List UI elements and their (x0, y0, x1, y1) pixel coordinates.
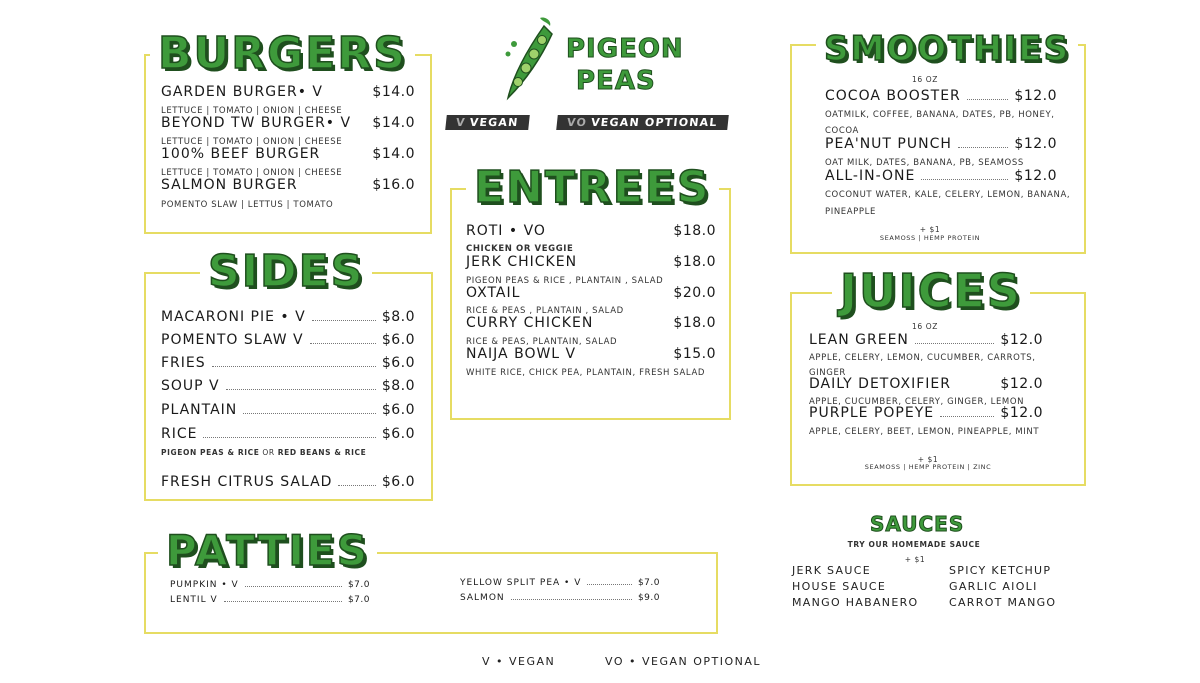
legend-vegan: V • VEGAN (482, 655, 556, 668)
vegan-optional-badge (556, 115, 728, 130)
patties-title: PATTIES (158, 530, 377, 572)
side-name: FRIES (161, 355, 206, 371)
burger-name: GARDEN BURGER• V (161, 84, 323, 100)
burger-desc: LETTUCE | TOMATO | ONION | CHEESE (161, 106, 343, 116)
entree-name: CURRY CHICKEN (466, 315, 594, 331)
smoothie-desc: COCOA (825, 126, 859, 136)
sauce-item: CARROT MANGO (949, 596, 1057, 609)
side-name: POMENTO SLAW V (161, 332, 304, 348)
smoothie-name: COCOA BOOSTER (825, 88, 961, 104)
burger-item (161, 146, 415, 162)
smoothies-title: SMOOTHIES (816, 32, 1078, 66)
entree-item (466, 254, 716, 270)
patty-price: $7.0 (637, 578, 660, 588)
burger-name: BEYOND TW BURGER• V (161, 115, 352, 131)
entrees-title: ENTREES (466, 166, 719, 210)
vegan-badge-label: VEGAN (469, 116, 520, 129)
patty-item (460, 578, 660, 588)
side-item (161, 355, 415, 371)
juice-price: $12.0 (1000, 332, 1043, 348)
smoothie-desc: OATMILK, COFFEE, BANANA, DATES, PB, HONEY, (825, 110, 1055, 120)
patty-name: SALMON (460, 593, 505, 603)
patty-item (170, 595, 370, 605)
patty-price: $9.0 (637, 593, 660, 603)
vegan-optional-badge-label: VEGAN OPTIONAL (590, 116, 719, 129)
rice-note-or: OR (262, 448, 275, 457)
side-name: RICE (161, 426, 198, 442)
burger-price: $14.0 (372, 84, 415, 100)
juice-desc: APPLE, CELERY, LEMON, CUCUMBER, CARROTS, (809, 353, 1036, 363)
smoothie-price: $12.0 (1014, 136, 1057, 152)
burger-name: SALMON BURGER (161, 177, 298, 193)
sauce-item: MANGO HABANERO (792, 596, 919, 609)
rice-note-a: PIGEON PEAS & RICE (161, 448, 260, 457)
sauces-title: SAUCES (870, 512, 965, 536)
entree-desc: CHICKEN OR VEGGIE (466, 244, 574, 254)
entree-name: NAIJA BOWL V (466, 346, 577, 362)
logo-line-2: PEAS (576, 66, 656, 96)
entree-item (466, 223, 716, 239)
juices-title: JUICES (832, 268, 1030, 314)
patty-price: $7.0 (347, 595, 370, 605)
side-name: PLANTAIN (161, 402, 238, 418)
juices-size: 16 OZ (912, 322, 938, 331)
rice-note-b: RED BEANS & RICE (277, 448, 367, 457)
juice-price: $12.0 (1000, 405, 1043, 421)
juice-desc: GINGER (809, 368, 846, 378)
juice-name: DAILY DETOXIFIER (809, 376, 951, 392)
burger-price: $16.0 (372, 177, 415, 193)
juice-item (809, 376, 1043, 392)
entree-desc: RICE & PEAS, PLANTAIN, SALAD (466, 337, 618, 347)
patty-name: PUMPKIN • V (170, 580, 239, 590)
smoothie-desc: COCONUT WATER, KALE, CELERY, LEMON, BANANA, (825, 190, 1071, 200)
sauce-item: HOUSE SAUCE (792, 580, 887, 593)
smoothies-size: 16 OZ (912, 75, 938, 84)
entree-item (466, 285, 716, 301)
sauce-item: SPICY KETCHUP (949, 564, 1052, 577)
smoothie-price: $12.0 (1014, 168, 1057, 184)
logo (500, 16, 690, 104)
entree-price: $18.0 (673, 315, 716, 331)
sauces-subtitle: TRY OUR HOMEMADE SAUCE (847, 540, 981, 549)
side-price: $8.0 (381, 309, 415, 325)
smoothie-item (825, 168, 1057, 184)
side-price: $6.0 (381, 402, 415, 418)
entree-price: $18.0 (673, 223, 716, 239)
entree-name: OXTAIL (466, 285, 521, 301)
vegan-badge (445, 115, 529, 130)
smoothie-name: PEA'NUT PUNCH (825, 136, 952, 152)
burger-desc: LETTUCE | TOMATO | ONION | CHEESE (161, 168, 343, 178)
burger-item (161, 115, 415, 131)
side-price: $8.0 (381, 378, 415, 394)
side-item (161, 474, 415, 490)
rice-note (161, 448, 366, 457)
smoothie-price: $12.0 (1014, 88, 1057, 104)
side-price: $6.0 (381, 332, 415, 348)
sauces-price: + $1 (904, 555, 926, 564)
juice-name: PURPLE POPEYE (809, 405, 935, 421)
entree-price: $20.0 (673, 285, 716, 301)
side-price: $6.0 (381, 355, 415, 371)
logo-line-1: PIGEON (566, 34, 684, 64)
smoothies-addon-price: + $1 (919, 225, 941, 234)
side-item (161, 378, 415, 394)
smoothies-addon-items: SEAMOSS | HEMP PROTEIN (879, 234, 981, 242)
side-name: FRESH CITRUS SALAD (161, 474, 333, 490)
sides-title: SIDES (200, 250, 372, 294)
entree-desc: WHITE RICE, CHICK PEA, PLANTAIN, FRESH SALAD (466, 368, 706, 378)
entree-desc: PIGEON PEAS & RICE , PLANTAIN , SALAD (466, 276, 664, 286)
smoothie-name: ALL-IN-ONE (825, 168, 916, 184)
smoothie-item (825, 88, 1057, 104)
side-item (161, 309, 415, 325)
patty-name: YELLOW SPLIT PEA • V (460, 578, 582, 588)
patty-name: LENTIL V (170, 595, 218, 605)
side-item (161, 402, 415, 418)
smoothie-item (825, 136, 1057, 152)
burger-item (161, 177, 415, 193)
patty-price: $7.0 (347, 580, 370, 590)
vegan-badge-code: V (455, 116, 467, 129)
side-name: SOUP V (161, 378, 220, 394)
patty-item (460, 593, 660, 603)
burgers-title: BURGERS (150, 32, 415, 76)
sauce-item: GARLIC AIOLI (949, 580, 1038, 593)
legend-vegan-optional: VO • VEGAN OPTIONAL (605, 655, 762, 668)
entree-name: JERK CHICKEN (466, 254, 578, 270)
juice-item (809, 332, 1043, 348)
burger-name: 100% BEEF BURGER (161, 146, 321, 162)
juices-addon-items: SEAMOSS | HEMP PROTEIN | ZINC (864, 463, 992, 471)
side-price: $6.0 (381, 426, 415, 442)
patty-item (170, 580, 370, 590)
side-name: MACARONI PIE • V (161, 309, 306, 325)
sauce-item: JERK SAUCE (792, 564, 871, 577)
juice-name: LEAN GREEN (809, 332, 909, 348)
smoothie-desc: PINEAPPLE (825, 207, 876, 217)
burger-item (161, 84, 415, 100)
burger-price: $14.0 (372, 115, 415, 131)
side-item (161, 332, 415, 348)
juices-addon-price: + $1 (917, 455, 939, 464)
entree-item (466, 346, 716, 362)
entree-desc: RICE & PEAS , PLANTAIN , SALAD (466, 306, 624, 316)
entree-price: $18.0 (673, 254, 716, 270)
burger-desc: LETTUCE | TOMATO | ONION | CHEESE (161, 137, 343, 147)
burger-price: $14.0 (372, 146, 415, 162)
side-price: $6.0 (381, 474, 415, 490)
burger-desc: POMENTO SLAW | LETTUS | TOMATO (161, 200, 334, 210)
pea-pod-icon (500, 16, 564, 104)
side-item (161, 426, 415, 442)
juice-item (809, 405, 1043, 421)
smoothie-desc: OAT MILK, DATES, BANANA, PB, SEAMOSS (825, 158, 1024, 168)
juice-desc: APPLE, CUCUMBER, CELERY, GINGER, LEMON (809, 397, 1025, 407)
entree-price: $15.0 (673, 346, 716, 362)
entree-name: ROTI • VO (466, 223, 546, 239)
entree-item (466, 315, 716, 331)
juice-price: $12.0 (1000, 376, 1043, 392)
juice-desc: APPLE, CELERY, BEET, LEMON, PINEAPPLE, MINT (809, 427, 1040, 437)
vegan-optional-badge-code: VO (566, 116, 588, 129)
